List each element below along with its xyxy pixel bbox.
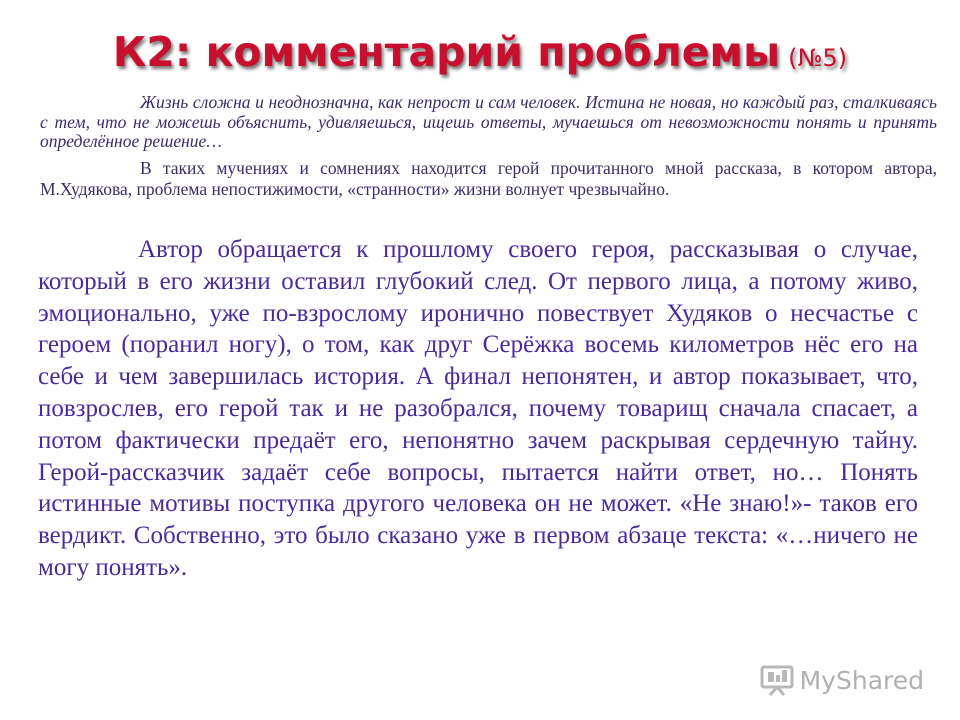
watermark-text: MyShared xyxy=(799,665,924,695)
slide-title-main: К2: комментарий проблемы xyxy=(112,28,781,76)
main-commentary-text: Автор обращается к прошлому своего героя, рассказывая о случае, который в его жизни оставил глубокий след. От первого лица, а потому живо, эмоционально, уже по-взрослому иронично повествует Худяков о несчастье с героем (поранил ногу), о том, как друг Серёжка восемь километров нёс его на себе и чем завершилась история. А финал непонятен, и автор показывает, что, повзрослев, его герой так и не разобрался, почему товарищ сначала спасает, а потом фактически предаёт его, непонятно зачем раскрывая сердечную тайну. Герой-рассказчик задаёт себе вопросы, пытается найти ответ, но… Понять истинные мотивы поступка другого человека он не может. «Не знаю!»- таков его вердикт. Собственно, это было сказано уже в первом абзаце текста: «…ничего не могу понять». xyxy=(38,236,918,581)
intro-paragraph-text: Жизнь сложна и неоднозначна, как непрост и сам человек. Истина не новая, но каждый раз, сталкиваясь с тем, что не можешь объяснить, удивляешься, ищешь ответы, мучаешься от невозможности понять и принять определённое решение… xyxy=(40,92,937,151)
myshared-watermark xyxy=(760,664,924,696)
presentation-screen-icon xyxy=(760,664,794,696)
slide-title xyxy=(0,28,960,76)
intro-paragraph xyxy=(40,93,937,152)
main-commentary-paragraph xyxy=(38,234,918,584)
hero-paragraph xyxy=(40,158,937,200)
slide-title-number: (№5) xyxy=(788,44,848,72)
hero-paragraph-text: В таких мучениях и сомнениях находится герой прочитанного мной рассказа, в котором автора, М.Худякова, проблема непостижимости, «странности» жизни волнует чрезвычайно. xyxy=(40,158,937,199)
